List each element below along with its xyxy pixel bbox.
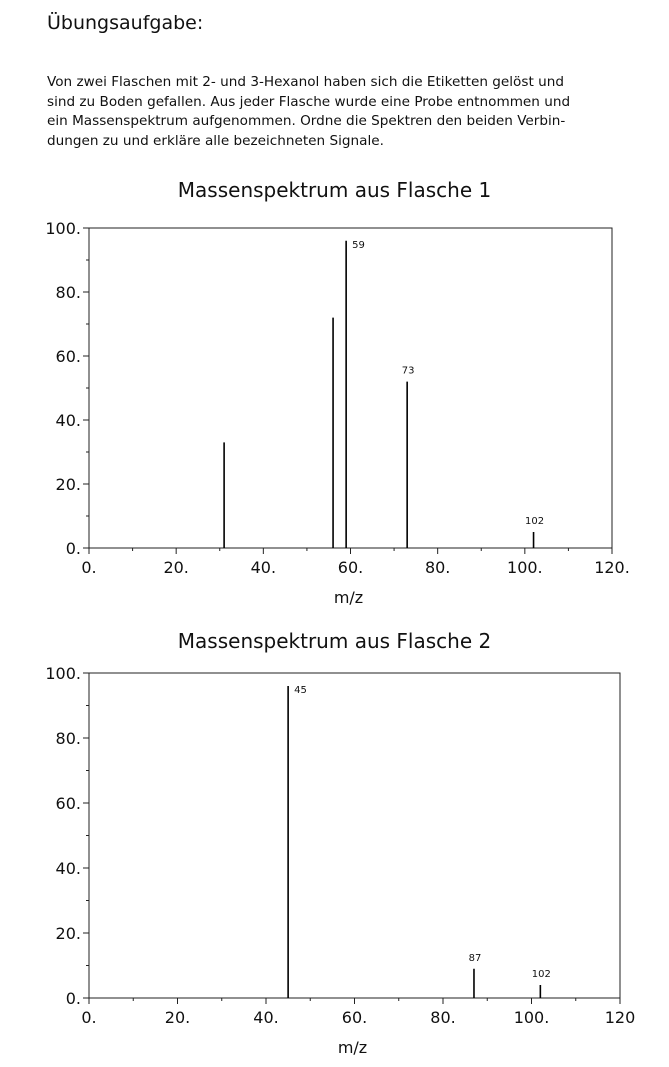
exercise-text-line: dungen zu und erkläre alle bezeichneten Signale.	[47, 132, 384, 149]
exercise-text-line: sind zu Boden gefallen. Aus jeder Flasche wurde eine Probe entnommen und	[47, 93, 571, 110]
x-tick-label: 60.	[337, 558, 364, 577]
y-tick-label: 40.	[55, 859, 81, 878]
x-tick-label: 0.	[81, 558, 97, 577]
x-tick-label: 40.	[250, 558, 277, 577]
x-axis-label: m/z	[333, 588, 364, 607]
chart-2-title: Massenspektrum aus Flasche 2	[177, 629, 492, 653]
exercise-heading: Übungsaufgabe:	[47, 12, 204, 34]
y-tick-label: 0.	[65, 539, 81, 558]
y-tick-label: 100.	[45, 219, 81, 238]
x-tick-label: 100.	[507, 558, 543, 577]
y-tick-label: 20.	[55, 475, 81, 494]
peak-label: 59	[352, 239, 365, 251]
y-tick-label: 60.	[55, 794, 81, 813]
y-tick-label: 100.	[45, 664, 81, 683]
peak-label: 102	[525, 516, 545, 527]
x-tick-label: 20.	[163, 558, 189, 577]
x-tick-label: 40.	[253, 1008, 279, 1027]
exercise-text-line: Von zwei Flaschen mit 2- und 3-Hexanol haben sich die Etiketten gelöst und	[47, 74, 564, 90]
plot-frame	[89, 228, 612, 548]
x-tick-label: 120.	[594, 558, 630, 577]
x-tick-label: 0.	[81, 1008, 97, 1027]
plot-frame	[89, 673, 620, 998]
x-tick-label: 80.	[424, 558, 451, 577]
y-tick-label: 80.	[55, 729, 81, 748]
y-tick-label: 60.	[55, 347, 81, 366]
x-tick-label: 20.	[164, 1008, 191, 1027]
exercise-text	[47, 73, 662, 151]
peak-label: 102	[531, 969, 551, 980]
chart-1-title: Massenspektrum aus Flasche 1	[177, 178, 492, 202]
y-tick-label: 0.	[65, 989, 81, 1008]
mass-spectrum-chart-1	[0, 210, 669, 610]
peak-label: 73	[401, 365, 415, 377]
peak-label: 45	[294, 685, 307, 696]
y-tick-label: 40.	[55, 411, 81, 430]
x-tick-label: 80.	[430, 1008, 456, 1027]
y-tick-label: 80.	[55, 283, 81, 302]
exercise-text-line: ein Massenspektrum aufgenommen. Ordne die Spektren den beiden Verbin-	[47, 113, 566, 129]
y-tick-label: 20.	[55, 924, 81, 943]
x-tick-label: 100.	[513, 1008, 550, 1027]
x-tick-label: 60.	[341, 1008, 368, 1027]
x-tick-label: 120	[604, 1008, 636, 1027]
x-axis-label: m/z	[337, 1038, 368, 1057]
peak-label: 87	[468, 952, 482, 964]
mass-spectrum-chart-2	[0, 660, 669, 1060]
